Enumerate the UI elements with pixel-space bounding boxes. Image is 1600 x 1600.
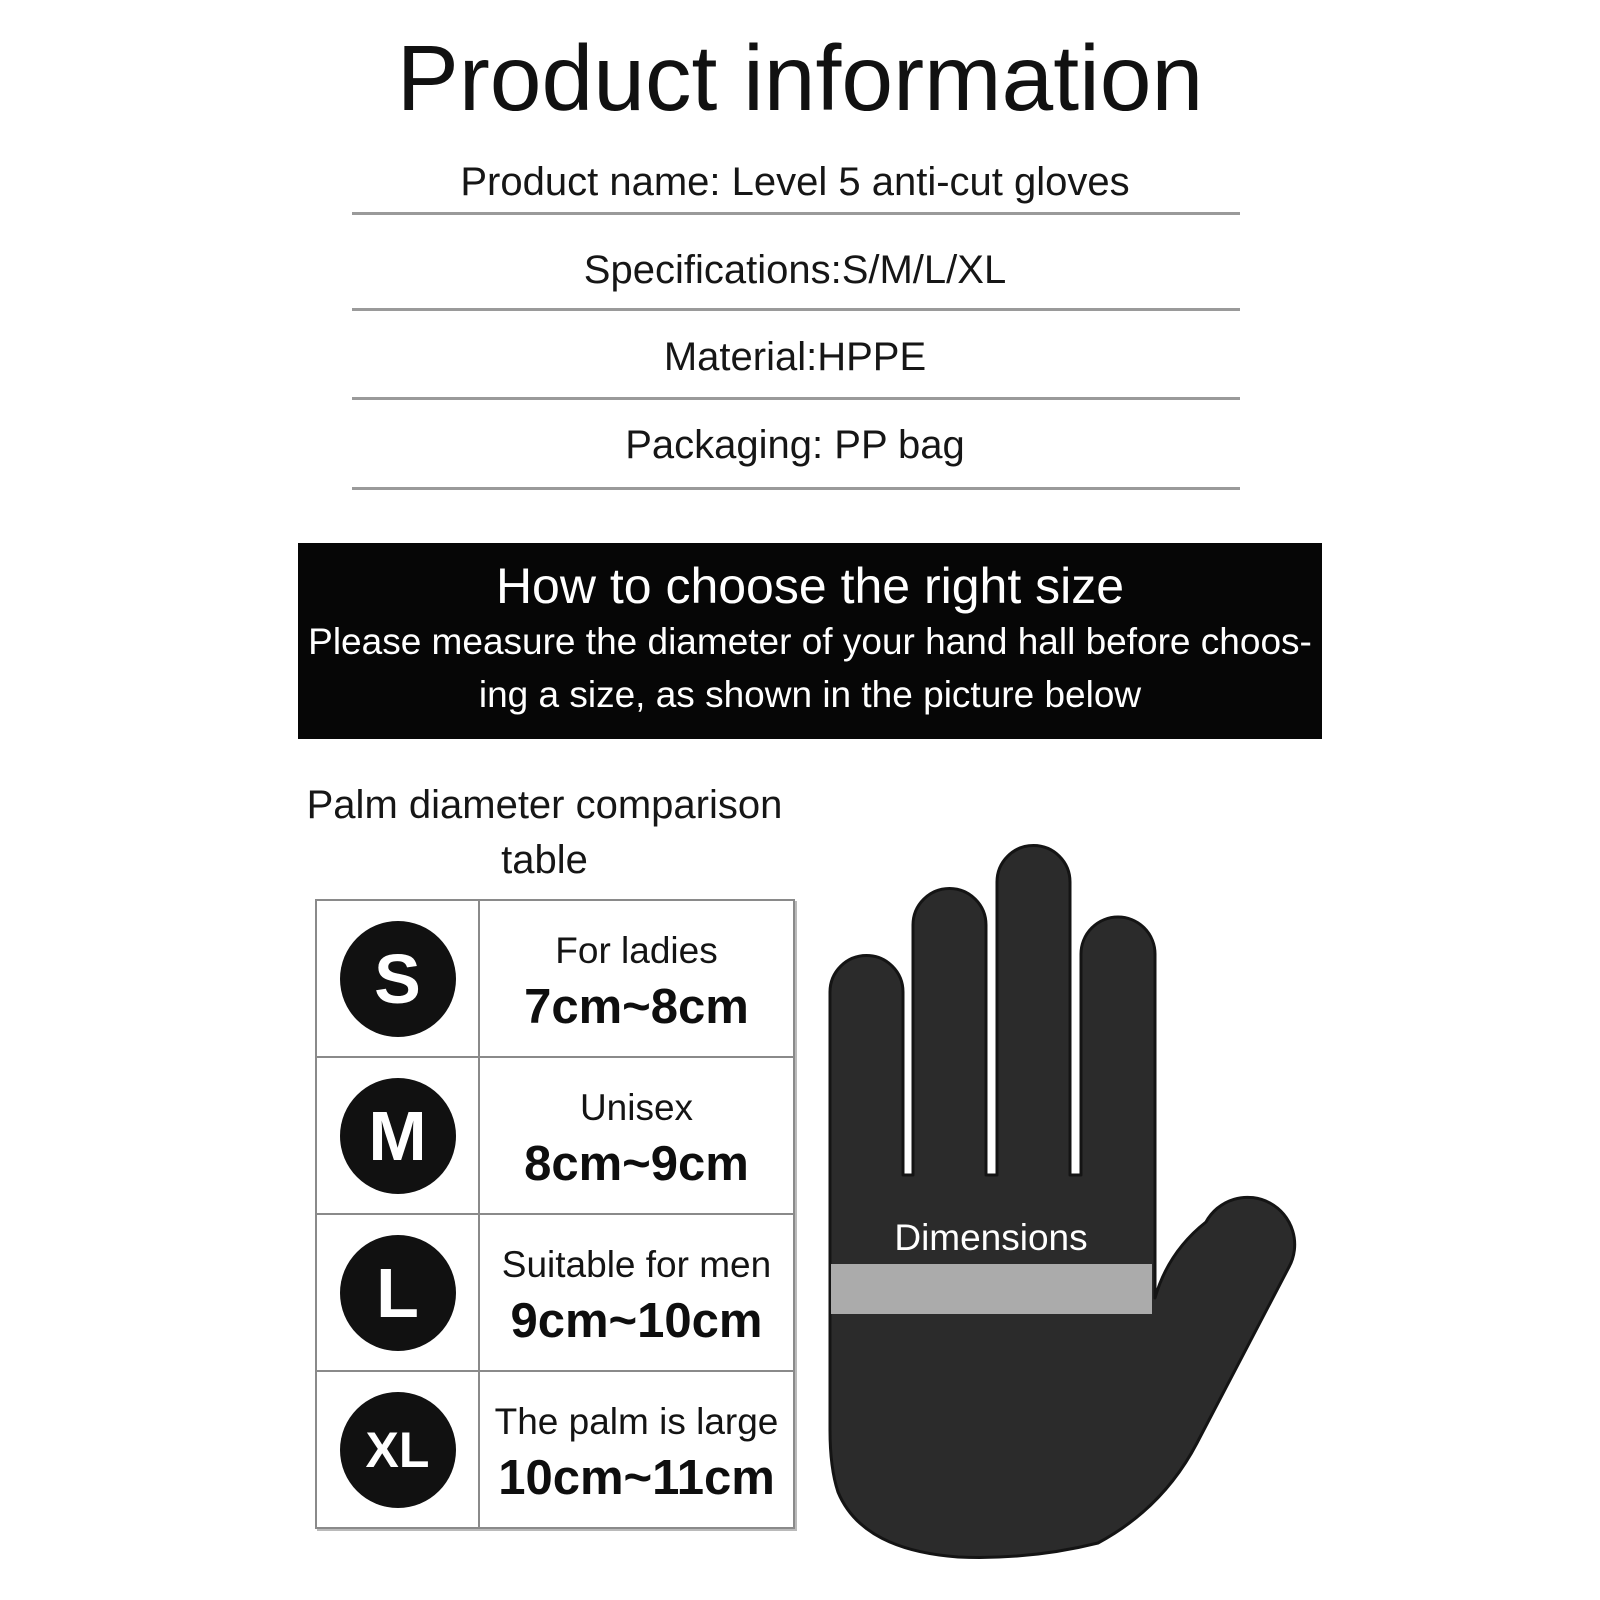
- size-badge: [340, 1235, 456, 1351]
- banner-subtitle-line2: ing a size, as shown in the picture below: [478, 674, 1142, 715]
- table-heading-line1: Palm diameter comparison: [306, 783, 783, 827]
- measure-band: [831, 1264, 1152, 1314]
- size-range: 7cm~8cm: [524, 979, 749, 1034]
- table-row: [317, 1213, 793, 1370]
- table-heading: [292, 778, 797, 888]
- size-description: For ladies: [555, 929, 718, 971]
- size-badge-cell: [317, 1215, 480, 1370]
- size-badge-letter: M: [368, 1096, 427, 1175]
- table-heading-line2: table: [501, 838, 588, 882]
- separator-rule: [352, 212, 1240, 215]
- product-field-name: Product name: Level 5 anti-cut gloves: [460, 160, 1130, 204]
- size-guide-banner: [298, 543, 1322, 739]
- product-field-material: Material:HPPE: [663, 335, 927, 379]
- size-badge: [340, 1078, 456, 1194]
- size-badge-cell: [317, 1058, 480, 1213]
- hand-silhouette: [830, 846, 1295, 1558]
- product-field-specifications: Specifications:S/M/L/XL: [583, 248, 1007, 292]
- size-info-cell: [480, 1058, 793, 1213]
- size-range: 8cm~9cm: [524, 1136, 749, 1191]
- size-info-cell: [480, 1372, 793, 1527]
- separator-rule: [352, 397, 1240, 400]
- size-badge: [340, 1392, 456, 1508]
- table-row: [317, 1056, 793, 1213]
- size-badge-letter: L: [376, 1253, 419, 1332]
- page-title: Product information: [396, 26, 1204, 130]
- size-badge-cell: [317, 901, 480, 1056]
- table-row: [317, 901, 793, 1056]
- size-badge: [340, 921, 456, 1037]
- banner-title: How to choose the right size: [495, 558, 1125, 614]
- size-table: [315, 899, 795, 1529]
- size-description: Suitable for men: [501, 1243, 772, 1285]
- separator-rule: [352, 308, 1240, 311]
- size-badge-cell: [317, 1372, 480, 1527]
- size-range: 9cm~10cm: [510, 1293, 763, 1348]
- size-info-cell: [480, 901, 793, 1056]
- size-description: The palm is large: [494, 1400, 779, 1442]
- banner-subtitle-line1: Please measure the diameter of your hand hall before choos-: [308, 621, 1312, 662]
- hand-diagram-svg: [800, 830, 1340, 1590]
- size-badge-letter: XL: [365, 1421, 430, 1478]
- table-row: [317, 1370, 793, 1527]
- dimensions-label: Dimensions: [894, 1217, 1088, 1258]
- size-info-cell: [480, 1215, 793, 1370]
- product-field-packaging: Packaging: PP bag: [625, 423, 965, 467]
- size-badge-letter: S: [374, 939, 421, 1018]
- size-range: 10cm~11cm: [498, 1450, 775, 1505]
- size-description: Unisex: [579, 1086, 694, 1128]
- separator-rule: [352, 487, 1240, 490]
